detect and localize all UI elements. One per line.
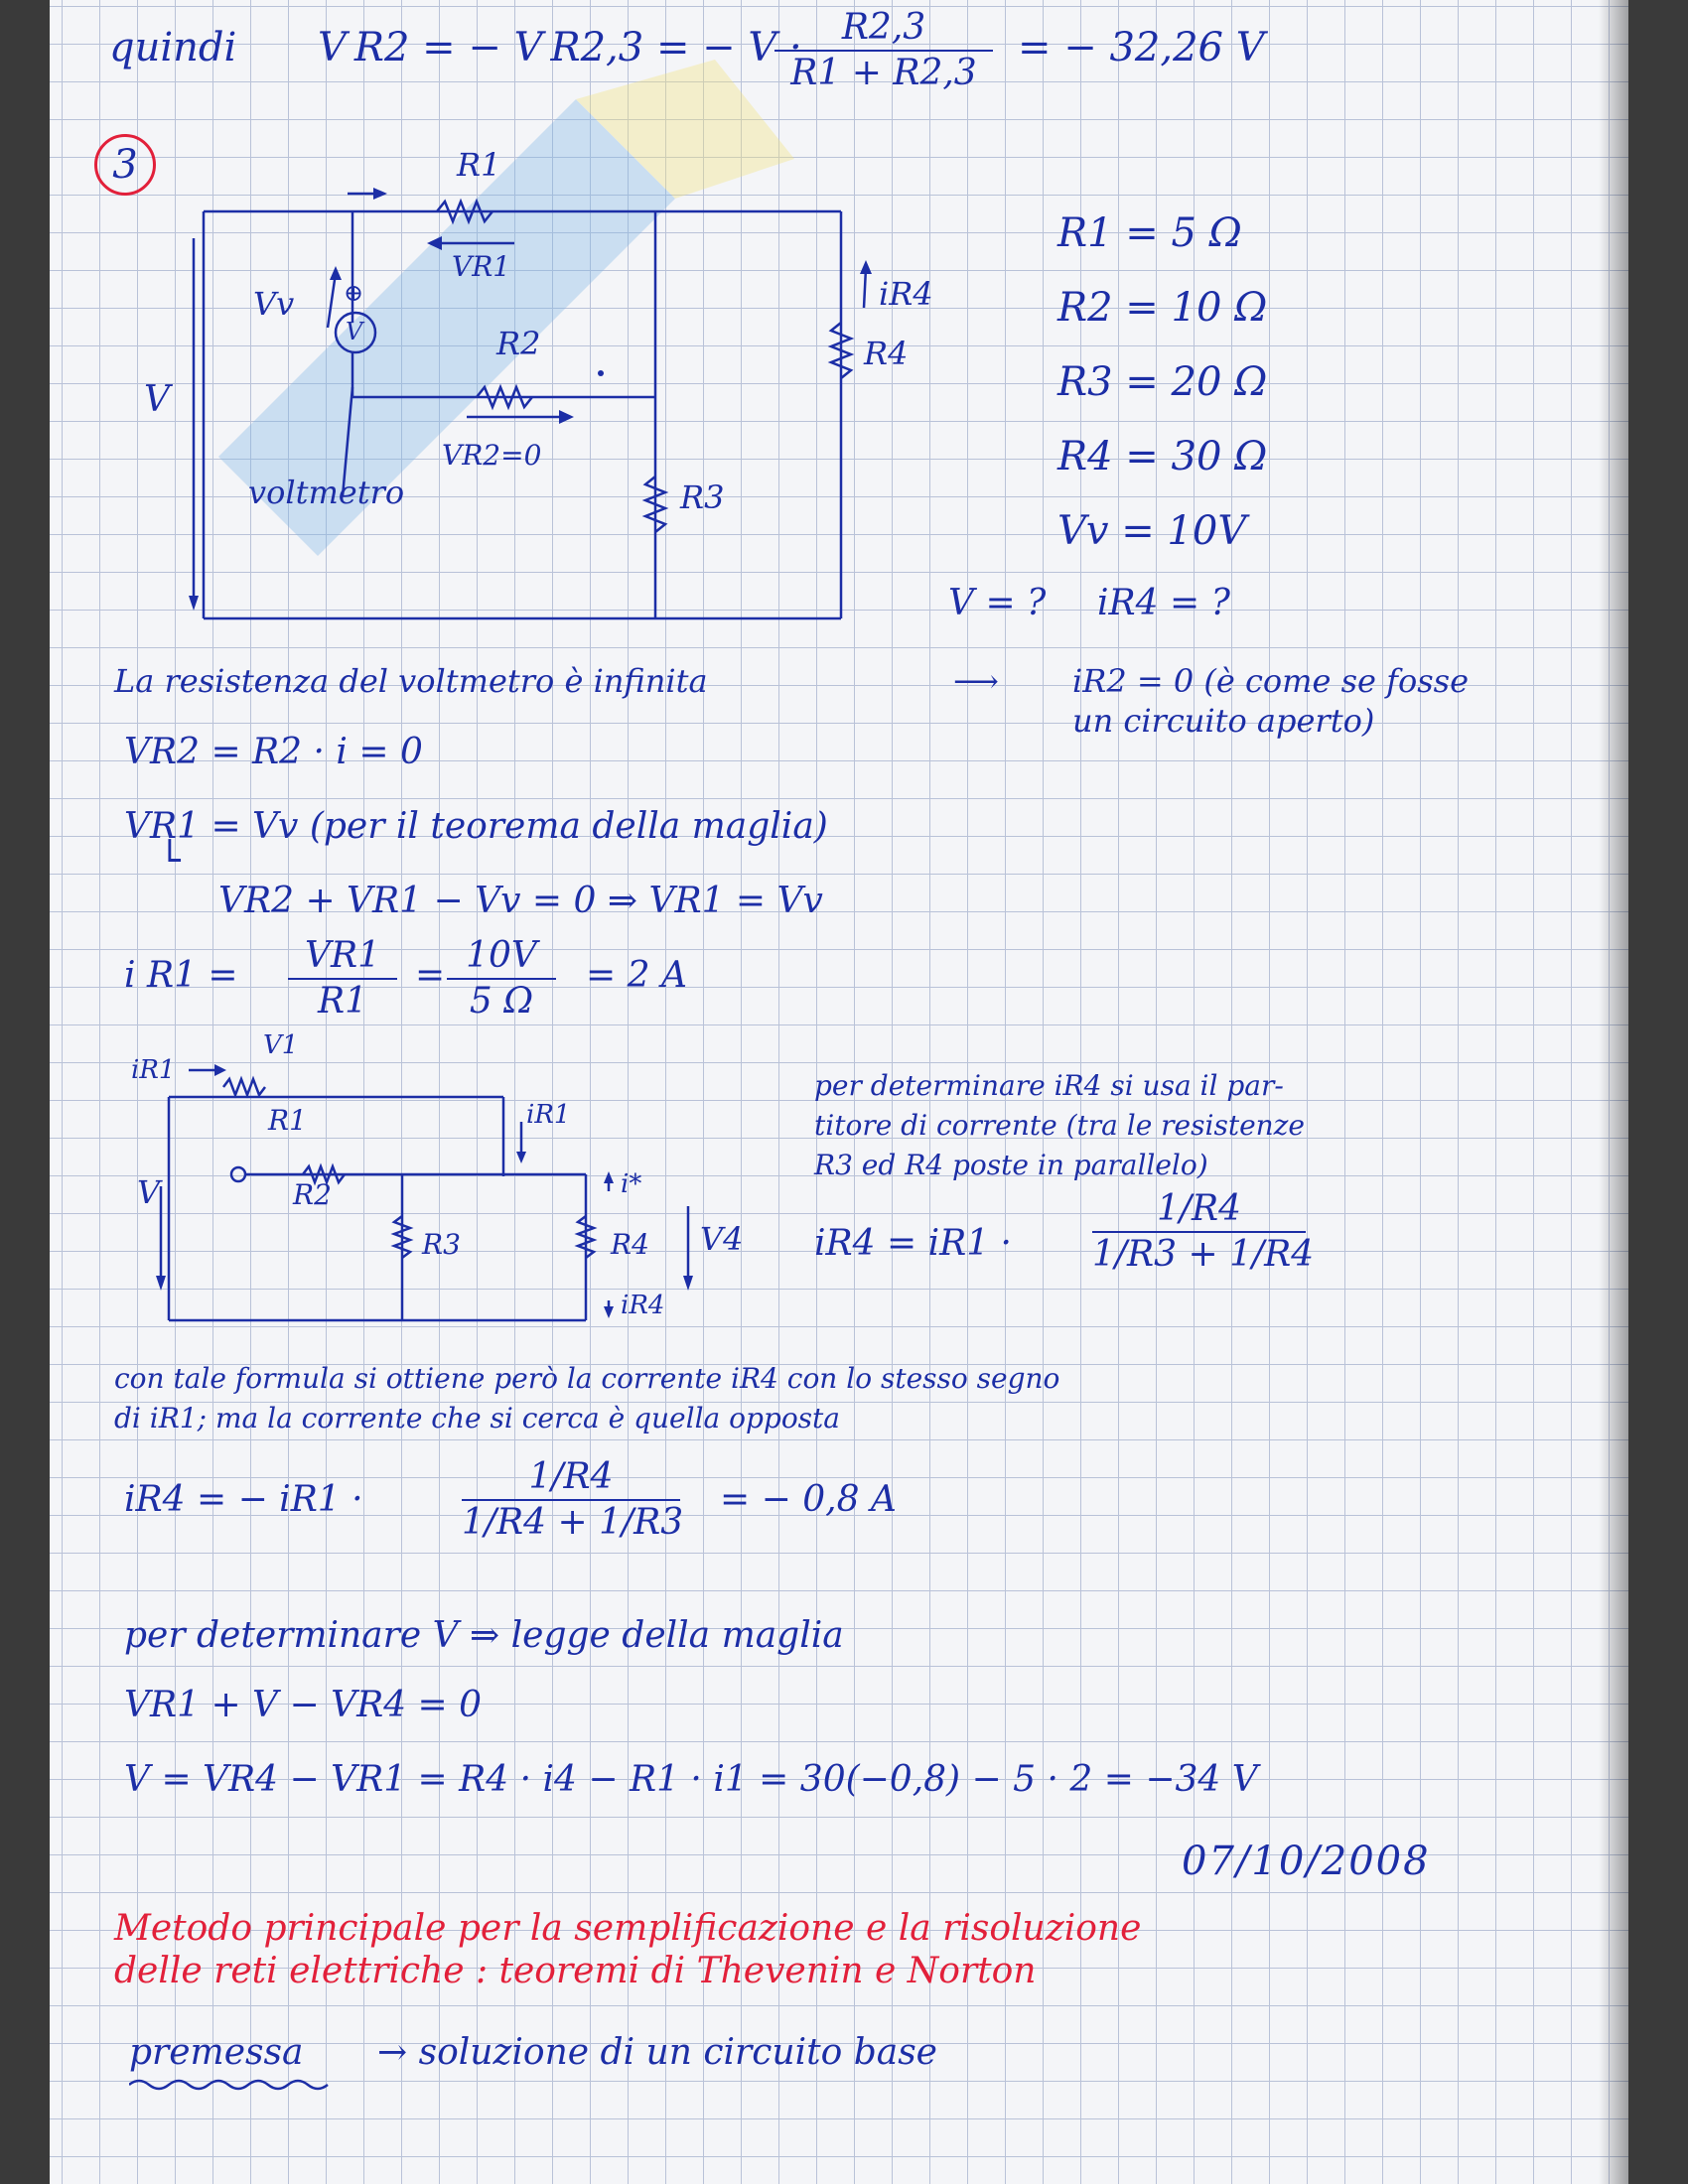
vr1-eq: VR1 = Vv (per il teorema della maglia) — [124, 806, 828, 847]
v-mesh: VR1 + V − VR4 = 0 — [124, 1685, 483, 1725]
c1-v: V — [144, 379, 170, 420]
divider-text-1: per determinare iR4 si usa il par- — [814, 1069, 1284, 1102]
c1-voltmeter: V — [346, 318, 363, 345]
c1-vr1: VR1 — [452, 250, 511, 283]
c1-r3: R3 — [680, 478, 725, 516]
c1-plus: ⊕ — [344, 279, 364, 307]
line1-den: R1 + R2,3 — [790, 53, 977, 93]
unknown-ir4: iR4 = ? — [1097, 583, 1230, 623]
divider-num: 1/R4 — [1156, 1188, 1242, 1229]
ir4-fraction — [462, 1456, 684, 1543]
line1-result: = − 32,26 V — [1018, 25, 1265, 70]
sign-text-2: di iR1; ma la corrente che si cerca è quella opposta — [114, 1402, 840, 1434]
divider-den: 1/R3 + 1/R4 — [1092, 1234, 1315, 1275]
divider-lhs: iR4 = iR1 · — [814, 1223, 1012, 1264]
c1-r4: R4 — [864, 335, 909, 372]
line1-num: R2,3 — [841, 7, 926, 48]
notebook-page — [50, 0, 1628, 2184]
arrow-result: iR2 = 0 (è come se fosse — [1072, 662, 1470, 700]
given-r2: R2 = 10 Ω — [1057, 285, 1268, 331]
c2-v1: V1 — [263, 1030, 299, 1060]
arrow-result-2: un circuito aperto) — [1072, 702, 1375, 740]
ir1-den2: 5 Ω — [469, 981, 534, 1022]
given-r3: R3 = 20 Ω — [1057, 359, 1268, 405]
premessa-text: → soluzione di un circuito base — [377, 2032, 937, 2073]
ir4-result: = − 0,8 A — [720, 1479, 897, 1520]
sign-text-1: con tale formula si ottiene però la corrente iR4 con lo stesso segno — [114, 1362, 1060, 1395]
ir4-num: 1/R4 — [528, 1456, 614, 1497]
ir4-den: 1/R4 + 1/R3 — [462, 1502, 684, 1543]
c2-ir1: iR1 — [131, 1055, 176, 1085]
vr2-eq: VR2 = R2 · i = 0 — [124, 732, 423, 772]
c2-v4: V4 — [700, 1220, 744, 1258]
arrow-icon: ⟶ — [953, 662, 999, 700]
line1-expr: V R2 = − V R2,3 = − V · — [318, 25, 802, 70]
premessa-label: premessa — [129, 2032, 304, 2073]
ir1-den1: R1 — [317, 981, 367, 1022]
c2-r4: R4 — [611, 1228, 649, 1261]
line1-prefix: quindi — [109, 25, 237, 70]
resistance-line: La resistenza del voltmetro è infinita — [114, 662, 708, 700]
date: 07/10/2008 — [1182, 1839, 1431, 1884]
c1-vv: Vv — [253, 285, 295, 323]
equals-sign: = — [415, 955, 446, 996]
c2-v: V — [137, 1173, 161, 1211]
ir4-lhs: iR4 = − iR1 · — [124, 1479, 363, 1520]
c2-ir4: iR4 — [621, 1291, 665, 1320]
ir1-lhs: i R1 = — [124, 955, 238, 996]
v-result: V = VR4 − VR1 = R4 · i4 − R1 · i1 = 30(−0,8) − 5 · 2 = −34 V — [124, 1759, 1258, 1800]
divider-text-2: titore di corrente (tra le resistenze — [814, 1109, 1305, 1142]
c2-r1: R1 — [268, 1104, 307, 1137]
c1-voltmetro: voltmetro — [248, 474, 405, 511]
page-edge-shadow — [1599, 0, 1628, 2184]
red-heading-1: Metodo principale per la semplificazione e la risoluzione — [114, 1908, 1142, 1949]
divider-text-3: R3 ed R4 poste in parallelo) — [814, 1149, 1208, 1181]
c1-vr2: VR2=0 — [442, 439, 542, 472]
c2-r3: R3 — [422, 1228, 461, 1261]
given-r1: R1 = 5 Ω — [1057, 210, 1242, 256]
given-vv: Vv = 10V — [1057, 508, 1247, 554]
c2-ir1b: iR1 — [526, 1100, 571, 1130]
ir1-result: = 2 A — [586, 955, 687, 996]
mesh-eq: VR2 + VR1 − Vv = 0 ⇒ VR1 = Vv — [218, 881, 823, 921]
premessa-underline — [129, 2075, 348, 2095]
c1-r1: R1 — [457, 146, 501, 184]
divider-fraction — [1092, 1188, 1315, 1275]
corner-arrow-icon: └ — [159, 841, 181, 882]
c2-r2: R2 — [293, 1178, 332, 1211]
c1-ir4: iR4 — [879, 275, 933, 313]
c2-istar: i* — [621, 1169, 642, 1199]
unknown-v: V = ? — [948, 583, 1047, 623]
v-text: per determinare V ⇒ legge della maglia — [124, 1615, 844, 1656]
ir1-num1: VR1 — [304, 935, 380, 976]
given-r4: R4 = 30 Ω — [1057, 434, 1268, 479]
ir1-num2: 10V — [466, 935, 537, 976]
problem-number: 3 — [94, 134, 156, 196]
red-heading-2: delle reti elettriche : teoremi di Thevenin e Norton — [114, 1951, 1037, 1991]
c1-r2: R2 — [496, 325, 541, 362]
